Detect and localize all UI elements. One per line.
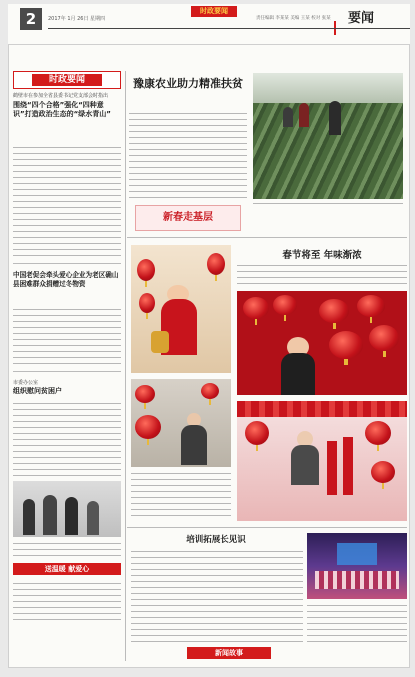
- story3-headline: 组织慰问贫困户: [13, 387, 62, 395]
- stage-photo: [307, 533, 407, 599]
- news-banner: 新闻故事: [187, 647, 271, 659]
- spring-banner: 新春走基层: [163, 212, 213, 223]
- feature-body: [129, 111, 247, 203]
- story1-body: [13, 145, 121, 257]
- warm-banner: 送温暖 献爱心: [13, 563, 121, 575]
- section-title: 要闻: [348, 11, 375, 26]
- decorations-photo: [237, 401, 407, 521]
- training-body: [131, 549, 303, 645]
- spring-body: [237, 263, 407, 287]
- story3-body: [13, 401, 121, 477]
- issue-date: 2017年 1月 26日 星期四: [48, 16, 106, 22]
- farm-photo: [253, 73, 403, 199]
- masthead-logo: 时政要闻: [191, 6, 237, 17]
- visit-photo: [13, 481, 121, 537]
- vendor-photo: [131, 245, 231, 373]
- story2-headline: 中国老促会牵头爱心企业为老区确山县困难群众捐赠过冬物资: [13, 271, 119, 288]
- feature-headline: 豫康农业助力精准扶贫: [133, 77, 243, 90]
- divider: [13, 263, 121, 264]
- story1-headline: 围绕“四个合格”强化“四种意识”打造政治生态的“绿水青山”: [13, 101, 111, 118]
- page-header: [8, 4, 410, 44]
- street-photo: [131, 379, 231, 467]
- feature-title-box: [129, 77, 247, 91]
- column-rule: [125, 71, 126, 661]
- story1: [13, 93, 121, 119]
- politics-banner: 时政要闻: [32, 74, 102, 86]
- story2-body: [13, 307, 121, 367]
- spring-caption: [131, 471, 231, 519]
- training-title-box: [131, 533, 301, 545]
- lantern-market-photo: [237, 291, 407, 395]
- header-rule: [48, 28, 410, 29]
- farm-caption: [253, 201, 403, 207]
- divider: [13, 371, 121, 372]
- story3-kicker: 市委办公室: [13, 380, 39, 386]
- newspaper-page: [8, 44, 410, 668]
- spring-banner-box: [135, 205, 241, 231]
- training-headline: 培训拓展长见识: [186, 535, 246, 545]
- photo-caption: [13, 541, 121, 559]
- editor-credits: 责任编辑 李某某 美编 王某 校对 张某: [256, 16, 331, 21]
- divider: [127, 237, 407, 238]
- page-number: 2: [20, 8, 42, 30]
- divider: [127, 527, 407, 528]
- politics-banner-box: [13, 71, 121, 89]
- spring-section-title: [237, 247, 407, 261]
- stage-caption: [307, 603, 407, 643]
- spring-headline: 春节将至 年味渐浓: [282, 250, 362, 261]
- story1-kicker: 鹤壁市在参加全省县委书记党支部会时指出: [13, 93, 109, 99]
- story2: [13, 271, 121, 288]
- warm-body: [13, 581, 121, 623]
- story3: [13, 379, 121, 396]
